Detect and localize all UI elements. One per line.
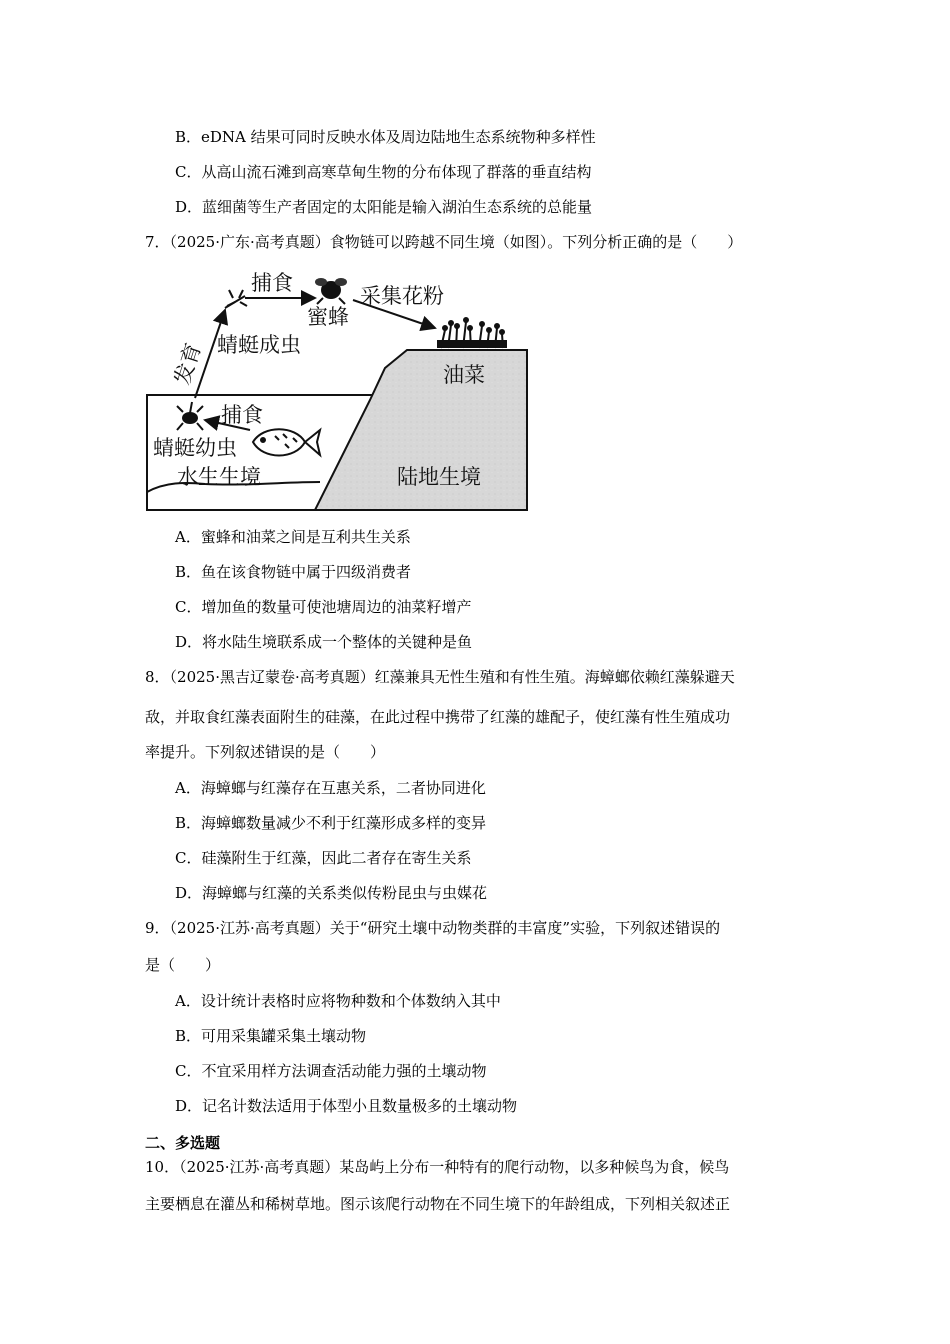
q8-stem-line-3: 率提升。下列叙述错误的是（ ） [145,743,386,761]
q9-stem-line-1: 9．（2025·江苏·高考真题）关于“研究土壤中动物类群的丰富度”实验，下列叙述错误的 [145,919,721,937]
q8-option-c: C．硅藻附生于红藻，因此二者存在寄生关系 [175,849,472,867]
section-heading: 二、多选题 [145,1134,221,1152]
label-pollen: 采集花粉 [360,284,444,308]
food-chain-figure [145,270,530,515]
q9-option-c: C．不宜采用样方法调查活动能力强的土壤动物 [175,1062,487,1080]
dragonfly-adult-icon [225,290,247,308]
q7-stem: 7．（2025·广东·高考真题）食物链可以跨越不同生境（如图）。下列分析正确的是（ ） [145,233,743,251]
q9-option-d: D．记名计数法适用于体型小且数量极多的土壤动物 [175,1097,518,1115]
label-adult: 蜻蜓成虫 [217,333,301,357]
q8-option-b: B．海蟑螂数量减少不利于红藻形成多样的变异 [175,814,487,832]
bee-icon [315,278,347,304]
label-land: 陆地生境 [397,465,481,489]
q8-option-a: A．海蟑螂与红藻存在互惠关系，二者协同进化 [175,779,486,797]
label-larva: 蜻蜓幼虫 [153,436,237,460]
q8-stem-line-2: 敌，并取食红藻表面附生的硅藻，在此过程中携带了红藻的雄配子，使红藻有性生殖成功 [145,708,731,726]
label-prey-bottom: 捕食 [221,403,263,427]
q7-option-d: D．将水陆生境联系成一个整体的关键种是鱼 [175,633,473,651]
q8-option-d: D．海蟑螂与红藻的关系类似传粉昆虫与虫媒花 [175,884,488,902]
label-develop: 发育 [169,340,206,388]
q8-stem-line-1: 8．（2025·黑吉辽蒙卷·高考真题）红藻兼具无性生殖和有性生殖。海蟑螂依赖红藻躲避天 [145,668,735,686]
label-rape: 油菜 [443,363,485,387]
q9-option-a: A．设计统计表格时应将物种数和个体数纳入其中 [175,992,501,1010]
rape-plant-icon [437,317,507,348]
q9-stem-line-2: 是（ ） [145,956,221,974]
q10-stem-line-2: 主要栖息在灌丛和稀树草地。图示该爬行动物在不同生境下的年龄组成，下列相关叙述正 [145,1195,731,1213]
q7-option-b: B．鱼在该食物链中属于四级消费者 [175,563,412,581]
q6-option-b: B．eDNA 结果可同时反映水体及周边陆地生态系统物种多样性 [175,128,596,146]
label-prey-top: 捕食 [251,271,293,295]
label-bee: 蜜蜂 [307,305,349,329]
label-aquatic: 水生生境 [177,465,261,489]
q10-stem-line-1: 10．（2025·江苏·高考真题）某岛屿上分布一种特有的爬行动物，以多种候鸟为食，候鸟 [145,1158,730,1176]
q6-option-d: D．蓝细菌等生产者固定的太阳能是输入湖泊生态系统的总能量 [175,198,593,216]
q9-option-b: B．可用采集罐采集土壤动物 [175,1027,367,1045]
q7-option-c: C．增加鱼的数量可使池塘周边的油菜籽增产 [175,598,472,616]
q7-option-a: A．蜜蜂和油菜之间是互利共生关系 [175,528,411,546]
q6-option-c: C．从高山流石滩到高寒草甸生物的分布体现了群落的垂直结构 [175,163,592,181]
